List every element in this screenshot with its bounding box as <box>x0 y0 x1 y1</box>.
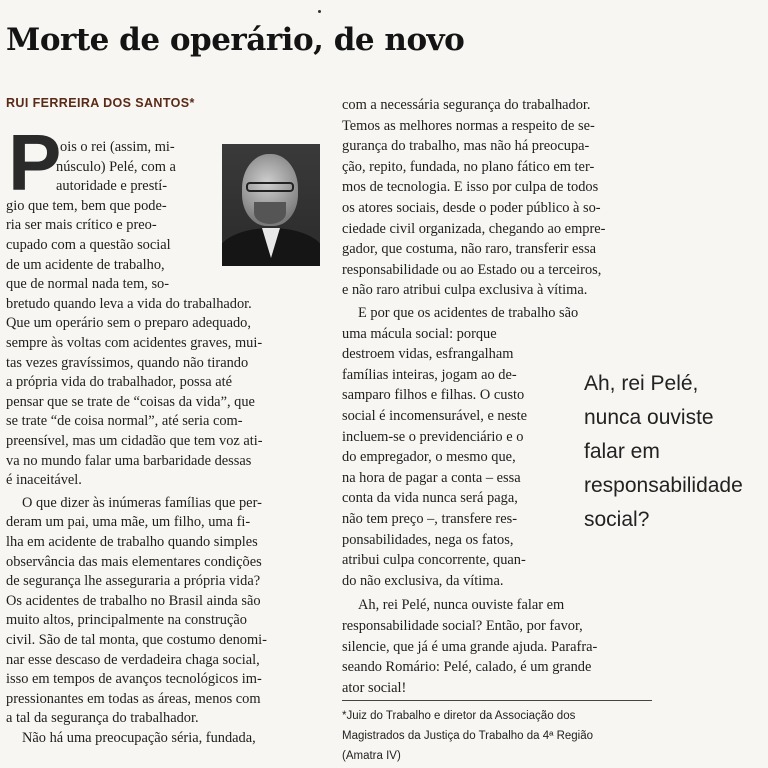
text-line: ciedade civil organizada, chegando ao empre- <box>342 221 606 237</box>
text-line: se trate “de coisa normal”, até seria com- <box>6 413 243 429</box>
text-line: tas vezes gravíssimos, quando não tirando <box>6 355 249 371</box>
text-line: responsabilidade ou ao Estado ou a terceiros, <box>342 262 602 278</box>
text-line: incluem-se o previdenciário e o <box>342 429 524 445</box>
text-line: uma mácula social: porque <box>342 326 497 342</box>
text-line: bretudo quando leva a vida do trabalhador. <box>6 296 252 312</box>
author-portrait-photo <box>222 144 320 266</box>
text-line: do não exclusiva, da vítima. <box>342 573 504 589</box>
pull-quote-line: social? <box>584 508 650 531</box>
text-line: Não há uma preocupação séria, fundada, <box>22 730 256 746</box>
photo-beard <box>254 202 286 224</box>
text-line: Ah, rei Pelé, nunca ouviste falar em <box>358 597 565 613</box>
text-line: Temos as melhores normas a respeito de se- <box>342 118 595 134</box>
text-line: não tem preço –, transfere res- <box>342 511 517 527</box>
pull-quote-line: responsabilidade <box>584 474 743 497</box>
text-line: seando Romário: Pelé, calado, é um grande <box>342 659 592 675</box>
text-line: que de normal nada tem, so- <box>6 276 170 292</box>
text-line: pressionantes em todas as áreas, menos com <box>6 691 261 707</box>
text-line: va no mundo falar uma barbaridade dessas <box>6 453 252 469</box>
footnote-line: (Amatra IV) <box>342 750 401 762</box>
text-line: ois o rei (assim, mi- <box>60 139 175 155</box>
text-line: civil. São de tal monta, que costumo denomi- <box>6 632 267 648</box>
text-line: social é incomensurável, e neste <box>342 408 528 424</box>
text-line: famílias inteiras, jogam ao de- <box>342 367 517 383</box>
text-line: E por que os acidentes de trabalho são <box>358 305 579 321</box>
text-line: cupado com a questão social <box>6 237 171 253</box>
text-line: atribui culpa concorrente, quan- <box>342 552 526 568</box>
text-line: gurança do trabalho, mas não há preocupa- <box>342 138 590 154</box>
text-line: ria ser mais crítico e preo- <box>6 217 157 233</box>
text-line: é inaceitável. <box>6 472 82 488</box>
text-line: autoridade e prestí- <box>56 178 168 194</box>
text-line: O que dizer às inúmeras famílias que per- <box>22 495 262 511</box>
text-line: mos de tecnologia. E isso por culpa de todos <box>342 179 599 195</box>
text-line: nar esse descaso de verdadeira chaga social, <box>6 652 260 668</box>
text-line: deram um pai, uma mãe, um filho, uma fi- <box>6 514 251 530</box>
text-line: núsculo) Pelé, com a <box>56 159 176 175</box>
photo-glasses <box>246 182 294 192</box>
footnote-divider <box>342 700 652 701</box>
text-line: na hora de pagar a conta – essa <box>342 470 521 486</box>
text-line: Os acidentes de trabalho no Brasil ainda são <box>6 593 261 609</box>
text-line: silencie, que já é uma grande ajuda. Parafra- <box>342 639 598 655</box>
text-line: observância das mais elementares condições <box>6 554 262 570</box>
text-line: e não raro atribui culpa exclusiva à vítima. <box>342 282 588 298</box>
text-line: destroem vidas, esfrangalham <box>342 346 514 362</box>
pull-quote-line: nunca ouviste <box>584 406 714 429</box>
text-line: samparo filhos e filhas. O custo <box>342 387 525 403</box>
drop-cap: P <box>8 118 62 207</box>
text-line: do empregador, o mesmo que, <box>342 449 516 465</box>
text-line: ponsabilidades, nega os fatos, <box>342 532 514 548</box>
text-line: ator social! <box>342 680 407 696</box>
text-line: a tal da segurança do trabalhador. <box>6 710 199 726</box>
text-line: gio que tem, bem que pode- <box>6 198 167 214</box>
text-line: de segurança lhe asseguraria a própria vida? <box>6 573 261 589</box>
pull-quote-line: falar em <box>584 440 660 463</box>
text-line: lha em acidente de trabalho quando simples <box>6 534 258 550</box>
text-line: ção, repito, fundada, no plano fático em ter- <box>342 159 595 175</box>
text-line: de um acidente de trabalho, <box>6 257 165 273</box>
text-line: muito altos, principalmente na construção <box>6 612 247 628</box>
text-line: os atores sociais, desde o poder público à so- <box>342 200 601 216</box>
text-line: com a necessária segurança do trabalhador. <box>342 97 591 113</box>
author-byline: RUI FERREIRA DOS SANTOS* <box>6 96 195 110</box>
print-speck <box>318 10 321 13</box>
text-line: a própria vida do trabalhador, possa até <box>6 374 232 390</box>
text-line: Que um operário sem o preparo adequado, <box>6 315 251 331</box>
footnote-line: Magistrados da Justiça do Trabalho da 4ª Região <box>342 730 594 742</box>
text-line: gador, que costuma, não raro, transferir essa <box>342 241 596 257</box>
pull-quote-line: Ah, rei Pelé, <box>584 372 699 395</box>
text-line: sempre às voltas com acidentes graves, mui- <box>6 335 263 351</box>
text-line: responsabilidade social? Então, por favor, <box>342 618 583 634</box>
text-line: preensível, mas um cidadão que tem voz ati- <box>6 433 263 449</box>
text-line: pensar que se trate de “coisas da vida”, que <box>6 394 255 410</box>
article-title: Morte de operário, de novo <box>6 22 465 58</box>
text-line: conta da vida nunca será paga, <box>342 490 518 506</box>
footnote-line: *Juiz do Trabalho e diretor da Associação dos <box>342 710 576 722</box>
text-line: isso em tempos de avanços tecnológicos im- <box>6 671 262 687</box>
